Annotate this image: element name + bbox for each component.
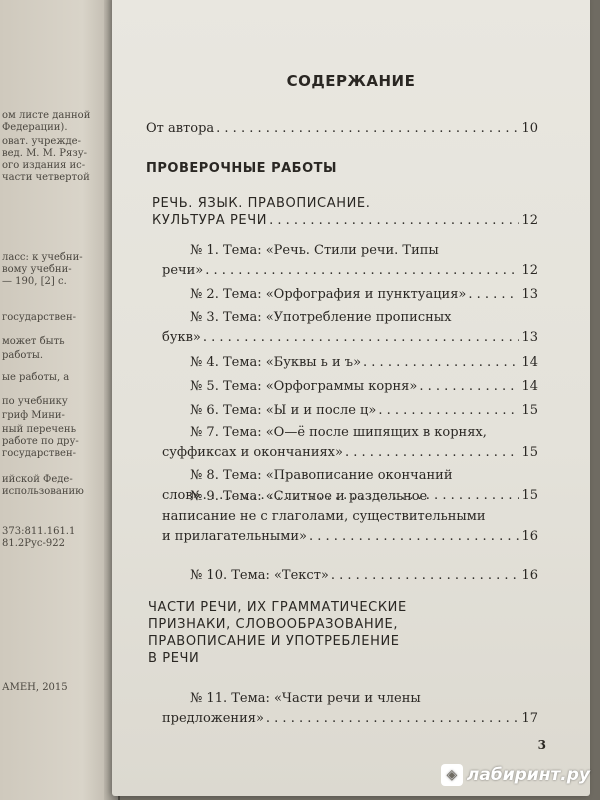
leader-dots <box>468 286 519 303</box>
toc-entry-line: № 9. Тема: «Слитное и раздельное <box>190 489 428 504</box>
left-page-line: ом листе данной <box>2 110 91 121</box>
leader-dots <box>363 354 519 371</box>
toc-entry-page: 14 <box>521 355 538 370</box>
toc-entry-line: № 8. Тема: «Правописание окончаний <box>190 468 453 483</box>
toc-entry-label: № 6. Тема: «Ы и и после ц» <box>190 403 377 418</box>
toc-entry-label: № 2. Тема: «Орфография и пунктуация» <box>190 287 467 302</box>
leader-dots <box>309 528 519 545</box>
toc-entry-label: От автора <box>146 121 215 136</box>
left-page-line: — 190, [2] с. <box>2 276 67 287</box>
toc-entry-page: 15 <box>521 445 538 460</box>
toc-entry-line: № 7. Тема: «О—ё после шипящих в корнях, <box>190 425 487 440</box>
toc-entry-from-author <box>146 120 538 137</box>
left-page-line: ный перечень <box>2 424 77 435</box>
left-page-line: ого издания ис- <box>2 160 86 171</box>
left-page-line: 81.2Рус-922 <box>2 538 65 549</box>
left-page-line: оват. учрежде- <box>2 136 81 147</box>
toc-entry-label: слов» <box>162 488 201 503</box>
toc-entry-label: предложения» <box>162 711 264 726</box>
toc-entry-label: и прилагательными» <box>162 529 307 544</box>
toc-entry-label: № 4. Тема: «Буквы ь и ъ» <box>190 355 362 370</box>
toc-entry-5 <box>190 378 538 395</box>
toc-entry-3 <box>162 329 538 346</box>
left-page <box>0 0 118 800</box>
toc-entry-page: 16 <box>521 529 538 544</box>
toc-entry-6 <box>190 402 538 419</box>
left-page-line: вед. М. М. Рязу- <box>2 148 88 159</box>
toc-entry-page: 13 <box>521 287 538 302</box>
left-page-line: может быть <box>2 336 65 347</box>
left-page-line: части четвертой <box>2 172 90 183</box>
left-page-line: использованию <box>2 486 84 497</box>
leader-dots <box>345 444 519 461</box>
left-page-line: государствен- <box>2 312 76 323</box>
left-page-line: вому учебни- <box>2 264 72 275</box>
section-heading-line: ЧАСТИ РЕЧИ, ИХ ГРАММАТИЧЕСКИЕ <box>148 600 407 615</box>
toc-entry-page: 13 <box>521 330 538 345</box>
toc-entry-4 <box>190 354 538 371</box>
toc-entry-page: 12 <box>521 263 538 278</box>
leader-dots <box>266 710 520 727</box>
page-number: 3 <box>537 738 546 752</box>
left-page-line: ласс: к учебни- <box>2 252 83 263</box>
section-heading-line: ПРАВОПИСАНИЕ И УПОТРЕБЛЕНИЕ <box>148 634 400 649</box>
watermark-text: лабиринт.ру <box>466 765 590 785</box>
page-title: СОДЕРЖАНИЕ <box>286 72 416 90</box>
toc-entry-9 <box>162 528 538 545</box>
leader-dots <box>216 120 519 137</box>
left-page-line: ийской Феде- <box>2 474 73 485</box>
left-page-line: гриф Мини- <box>2 410 65 421</box>
leader-dots <box>203 329 520 346</box>
toc-entry-line: написание не с глаголами, существительными <box>162 509 486 524</box>
labyrinth-logo-icon: ◈ <box>441 764 463 786</box>
contents-page <box>112 0 590 796</box>
leader-dots <box>419 378 519 395</box>
leader-dots <box>378 402 519 419</box>
leader-dots <box>269 212 519 229</box>
toc-entry-7 <box>162 444 538 461</box>
toc-entry-page: 14 <box>521 379 538 394</box>
left-page-line: Федерации). <box>2 122 68 133</box>
left-page-line: работе по дру- <box>2 436 79 447</box>
toc-entry-page: 12 <box>521 213 538 228</box>
toc-entry-label: речи» <box>162 263 204 278</box>
section-heading-line: КУЛЬТУРА РЕЧИ <box>152 213 268 228</box>
leader-dots <box>331 567 520 584</box>
left-page-line: 373:811.161.1 <box>2 526 76 537</box>
toc-entry-line: № 11. Тема: «Части речи и члены <box>190 691 421 706</box>
toc-entry-page: 15 <box>521 403 538 418</box>
toc-entry-label: суффиксах и окончаниях» <box>162 445 343 460</box>
leader-dots <box>205 262 519 279</box>
left-page-line: по учебнику <box>2 396 68 407</box>
toc-entry-line: № 1. Тема: «Речь. Стили речи. Типы <box>190 243 439 258</box>
left-page-line: ые работы, а <box>2 372 70 383</box>
toc-entry-page: 16 <box>521 568 538 583</box>
toc-entry-label: № 10. Тема: «Текст» <box>190 568 329 583</box>
section-heading-entry <box>152 212 538 229</box>
toc-entry-page: 17 <box>521 711 538 726</box>
left-page-line: АМЕН, 2015 <box>2 682 68 693</box>
part-heading: ПРОВЕРОЧНЫЕ РАБОТЫ <box>146 161 337 176</box>
toc-entry-1 <box>162 262 538 279</box>
toc-entry-11 <box>162 710 538 727</box>
toc-entry-2 <box>190 286 538 303</box>
watermark <box>441 764 590 786</box>
toc-entry-label: № 5. Тема: «Орфограммы корня» <box>190 379 418 394</box>
section-heading-line: ПРИЗНАКИ, СЛОВООБРАЗОВАНИЕ, <box>148 617 399 632</box>
section-heading-line: РЕЧЬ. ЯЗЫК. ПРАВОПИСАНИЕ. <box>152 196 371 211</box>
toc-entry-page: 10 <box>521 121 538 136</box>
toc-entry-10 <box>190 567 538 584</box>
toc-entry-line: № 3. Тема: «Употребление прописных <box>190 310 452 325</box>
toc-entry-label: букв» <box>162 330 201 345</box>
left-page-line: государствен- <box>2 448 76 459</box>
section-heading-line: В РЕЧИ <box>148 651 200 666</box>
toc-entry-page: 15 <box>521 488 538 503</box>
left-page-line: работы. <box>2 350 44 361</box>
